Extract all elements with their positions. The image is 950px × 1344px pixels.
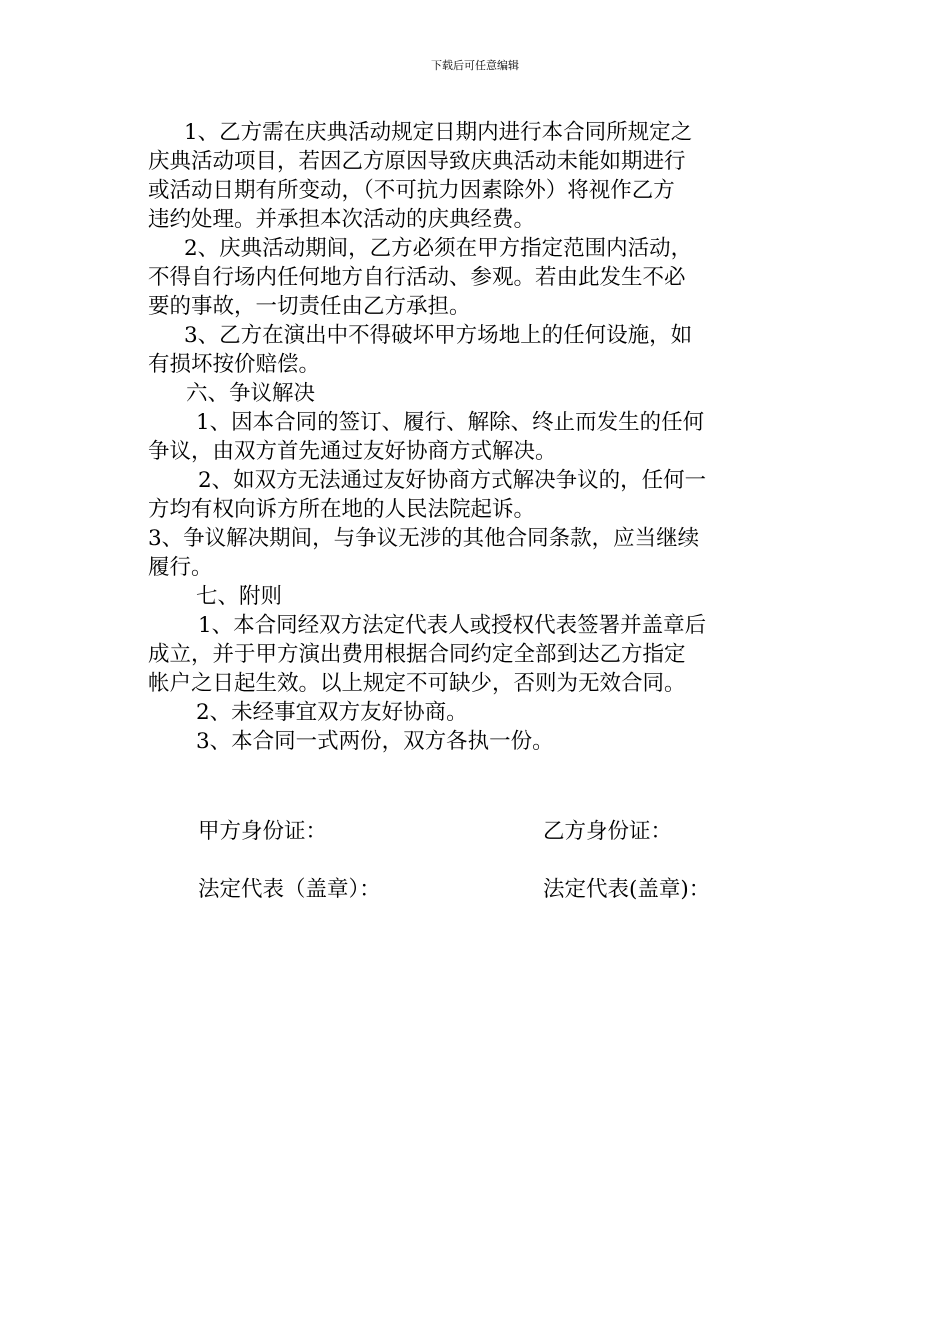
clause-line: 1、本合同经双方法定代表人或授权代表签署并盖章后 bbox=[198, 613, 707, 638]
clause-line: 3、本合同一式两份，双方各执一份。 bbox=[196, 729, 554, 754]
clause-1 bbox=[148, 118, 692, 234]
appendix-clause-1 bbox=[148, 611, 706, 698]
appendix-clause-3 bbox=[196, 727, 554, 756]
dispute-clause-2 bbox=[148, 466, 706, 524]
clause-line: 或活动日期有所变动，（不可抗力因素除外）将视作乙方 bbox=[148, 178, 675, 203]
section-heading: 七、附则 bbox=[196, 584, 283, 609]
party-a-rep-label: 法定代表（盖章）： bbox=[198, 877, 381, 902]
section-heading-dispute bbox=[186, 379, 315, 408]
clause-line: 有损坏按价赔偿。 bbox=[148, 352, 321, 377]
dispute-clause-1 bbox=[148, 408, 704, 466]
section-heading-appendix bbox=[196, 582, 282, 611]
party-b-rep-label: 法定代表(盖章)： bbox=[543, 877, 711, 902]
clause-line: 违约处理。并承担本次活动的庆典经费。 bbox=[148, 207, 536, 232]
clause-line: 庆典活动项目，若因乙方原因导致庆典活动未能如期进行 bbox=[148, 149, 686, 174]
clause-3 bbox=[148, 321, 692, 379]
clause-line: 要的事故，一切责任由乙方承担。 bbox=[148, 294, 471, 319]
dispute-clause-3 bbox=[148, 524, 699, 582]
clause-line: 履行。 bbox=[148, 555, 213, 580]
appendix-clause-2 bbox=[196, 698, 468, 727]
clause-line: 3、乙方在演出中不得破坏甲方场地上的任何设施，如 bbox=[184, 323, 693, 348]
clause-line: 3、争议解决期间，与争议无涉的其他合同条款，应当继续 bbox=[148, 526, 700, 551]
clause-line: 2、庆典活动期间，乙方必须在甲方指定范围内活动， bbox=[184, 236, 693, 261]
section-heading: 六、争议解决 bbox=[186, 381, 316, 406]
clause-line: 不得自行场内任何地方自行活动、参观。若由此发生不必 bbox=[148, 265, 686, 290]
clause-line: 1、乙方需在庆典活动规定日期内进行本合同所规定之 bbox=[184, 120, 693, 145]
party-b-id-label: 乙方身份证： bbox=[543, 819, 673, 844]
clause-2 bbox=[148, 234, 692, 321]
clause-line: 1、因本合同的签订、履行、解除、终止而发生的任何 bbox=[196, 410, 705, 435]
clause-line: 成立，并于甲方演出费用根据合同约定全部到达乙方指定 bbox=[148, 642, 686, 667]
clause-line: 争议，由双方首先通过友好协商方式解决。 bbox=[148, 439, 557, 464]
clause-line: 2、如双方无法通过友好协商方式解决争议的，任何一 bbox=[198, 468, 707, 493]
clause-line: 帐户之日起生效。以上规定不可缺少，否则为无效合同。 bbox=[148, 671, 686, 696]
clause-line: 2、未经事宜双方友好协商。 bbox=[196, 700, 468, 725]
clause-line: 方均有权向诉方所在地的人民法院起诉。 bbox=[148, 497, 536, 522]
party-a-id-label: 甲方身份证： bbox=[198, 819, 328, 844]
page-header: 下载后可任意编辑 bbox=[431, 59, 519, 72]
